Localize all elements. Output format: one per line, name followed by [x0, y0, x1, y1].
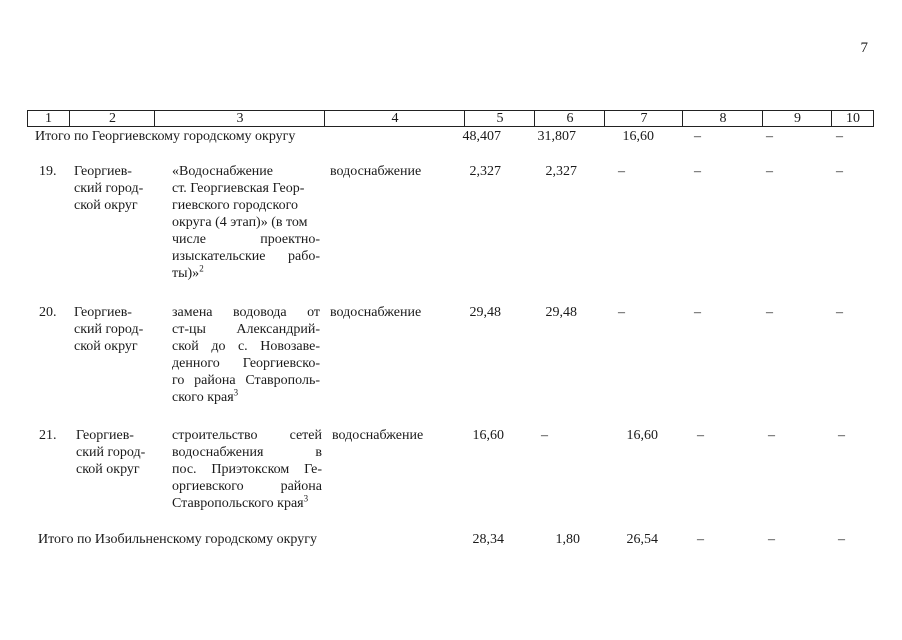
- project-line: оргиевского района: [172, 479, 322, 494]
- col-10-value: –: [838, 428, 845, 443]
- page-number: 7: [860, 40, 868, 56]
- header-col-4: 4: [324, 111, 465, 126]
- project-type: водоснабжение: [332, 428, 424, 443]
- col-10-value: –: [836, 164, 843, 179]
- col-7-value: –: [618, 164, 625, 179]
- header-col-5: 5: [464, 111, 535, 126]
- total-col-6: 1,80: [555, 532, 580, 547]
- project-line: пос. Приэтокском Ге-: [172, 462, 322, 477]
- project-line: Ставропольского края: [172, 496, 304, 511]
- footnote-marker: 3: [303, 493, 309, 504]
- total-col-9: –: [768, 532, 775, 547]
- row-number: 20.: [39, 305, 57, 320]
- project-line: водоснабжения в: [172, 445, 322, 460]
- footnote-marker: 2: [199, 263, 204, 274]
- header-col-9: 9: [762, 111, 832, 126]
- header-col-2: 2: [69, 111, 155, 126]
- project-line-last: [172, 495, 308, 512]
- district-line: Георгиев-: [76, 428, 134, 443]
- col-7-value: 16,60: [626, 428, 658, 443]
- project-type: водоснабжение: [330, 164, 422, 179]
- project-line: округа (4 этап)» (в том: [172, 215, 308, 230]
- district-line: Георгиев-: [74, 164, 132, 179]
- header-col-6: 6: [534, 111, 605, 126]
- total-col-7: 16,60: [622, 129, 654, 144]
- col-10-value: –: [836, 305, 843, 320]
- district-line: ской округ: [74, 198, 138, 213]
- col-5-value: 16,60: [472, 428, 504, 443]
- project-line: строительство сетей: [172, 428, 322, 443]
- row-number: 21.: [39, 428, 57, 443]
- total-col-10: –: [836, 129, 843, 144]
- project-line: денного Георгиевско-: [172, 356, 320, 371]
- project-line: замена водовода от: [172, 305, 320, 320]
- project-line: го района Ставрополь-: [172, 373, 320, 388]
- header-col-7: 7: [604, 111, 683, 126]
- header-col-8: 8: [682, 111, 763, 126]
- col-9-value: –: [766, 305, 773, 320]
- header-col-10: 10: [831, 111, 874, 126]
- project-line: числе проектно-: [172, 232, 320, 247]
- col-5-value: 29,48: [469, 305, 501, 320]
- col-8-value: –: [697, 428, 704, 443]
- project-line: «Водоснабжение: [172, 164, 274, 179]
- project-line-last: [172, 389, 238, 406]
- footnote-marker: 3: [233, 387, 239, 398]
- total-label: Итого по Изобильненскому городскому округу: [38, 532, 317, 547]
- district-line: ской округ: [76, 462, 140, 477]
- col-6-value: 2,327: [545, 164, 577, 179]
- project-line: ст-цы Александрий-: [172, 322, 320, 337]
- total-col-6: 31,807: [537, 129, 576, 144]
- total-col-10: –: [838, 532, 845, 547]
- district-line: ский город-: [76, 445, 146, 460]
- project-line: гиевского городского: [172, 198, 298, 213]
- col-6-value: –: [541, 428, 548, 443]
- col-5-value: 2,327: [469, 164, 501, 179]
- col-9-value: –: [768, 428, 775, 443]
- project-type: водоснабжение: [330, 305, 422, 320]
- row-number: 19.: [39, 164, 57, 179]
- total-col-9: –: [766, 129, 773, 144]
- col-8-value: –: [694, 164, 701, 179]
- project-line-last: [172, 265, 204, 282]
- col-8-value: –: [694, 305, 701, 320]
- total-col-8: –: [697, 532, 704, 547]
- project-line: ты)»: [172, 266, 200, 281]
- district-line: ский город-: [74, 322, 144, 337]
- col-7-value: –: [618, 305, 625, 320]
- col-9-value: –: [766, 164, 773, 179]
- col-6-value: 29,48: [545, 305, 577, 320]
- total-col-5: 48,407: [462, 129, 501, 144]
- header-col-3: 3: [154, 111, 325, 126]
- project-line: ского края: [172, 390, 234, 405]
- district-line: Георгиев-: [74, 305, 132, 320]
- total-col-8: –: [694, 129, 701, 144]
- project-line: ской до с. Новозаве-: [172, 339, 320, 354]
- district-line: ской округ: [74, 339, 138, 354]
- project-line: изыскательские рабо-: [172, 249, 320, 264]
- district-line: ский город-: [74, 181, 144, 196]
- total-col-7: 26,54: [626, 532, 658, 547]
- project-line: ст. Георгиевская Геор-: [172, 181, 305, 196]
- total-label: Итого по Георгиевскому городскому округу: [35, 129, 296, 144]
- column-number-header: [27, 110, 874, 127]
- total-col-5: 28,34: [472, 532, 504, 547]
- header-col-1: 1: [45, 111, 52, 126]
